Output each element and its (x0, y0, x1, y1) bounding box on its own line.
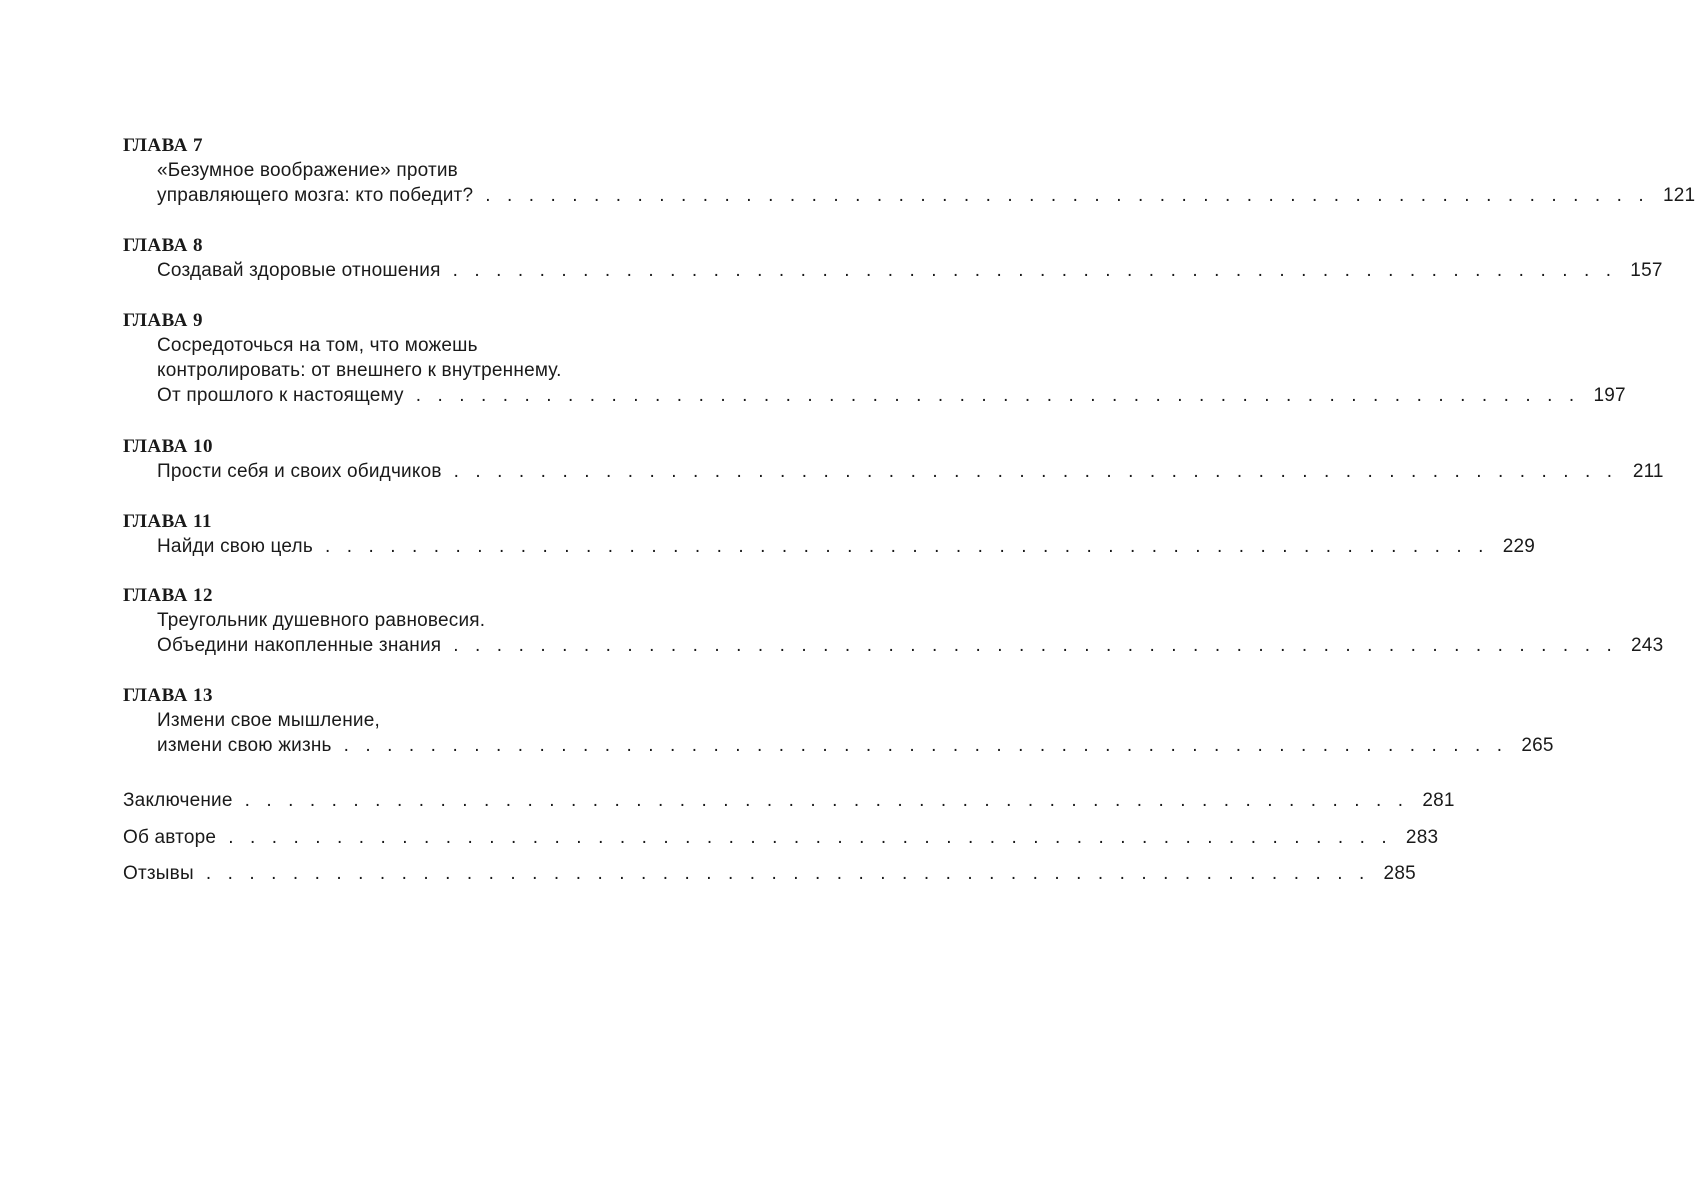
dot-leader: . . . . . . . . . . . . . . . . . . . . . . . . . . . . . . . . . . . . . . . . . . . . . . . . . . . . . . (453, 461, 1618, 482)
page-number: 265 (1521, 735, 1554, 756)
page-number: 211 (1632, 461, 1664, 482)
chapter-label: ГЛАВА 8 (123, 235, 204, 256)
dot-leader: . . . . . . . . . . . . . . . . . . . . . . . . . . . . . . . . . . . . . . . . . . . . . . . . . . . . . . (415, 385, 1580, 406)
chapter-label: ГЛАВА 9 (123, 310, 204, 331)
toc-entry[interactable] (123, 258, 1663, 283)
section-title: Заключение (123, 790, 233, 811)
chapter-title-line: измени свою жизнь (157, 735, 332, 756)
toc-reviews[interactable] (123, 861, 1416, 886)
dot-leader: . . . . . . . . . . . . . . . . . . . . . . . . . . . . . . . . . . . . . . . . . . . . . . . . . . . . . . (205, 863, 1370, 884)
page-number: 243 (1631, 635, 1664, 656)
toc-about-author[interactable] (123, 825, 1439, 850)
toc-chapter-7 (123, 134, 1695, 208)
chapter-title-line: Объедини накопленные знания (157, 635, 442, 656)
chapter-title-line: Найди свою цель (157, 536, 313, 557)
toc-entry[interactable] (123, 733, 1554, 758)
page-number: 197 (1593, 385, 1626, 406)
dot-leader: . . . . . . . . . . . . . . . . . . . . . . . . . . . . . . . . . . . . . . . . . . . . . . . . . . . . . . (485, 185, 1650, 206)
toc-chapter-9 (123, 309, 1626, 408)
chapter-title-line: Треугольник душевного равновесия. (157, 610, 486, 631)
section-title: Отзывы (123, 863, 194, 884)
dot-leader: . . . . . . . . . . . . . . . . . . . . . . . . . . . . . . . . . . . . . . . . . . . . . . . . . . . . . . (453, 635, 1618, 656)
chapter-label: ГЛАВА 10 (123, 436, 214, 457)
dot-leader: . . . . . . . . . . . . . . . . . . . . . . . . . . . . . . . . . . . . . . . . . . . . . . . . . . . . . . (324, 536, 1489, 557)
chapter-title-line: «Безумное воображение» против (157, 160, 458, 181)
page-number: 283 (1405, 827, 1439, 848)
toc-entry[interactable] (123, 183, 1695, 208)
page-number: 285 (1383, 863, 1416, 884)
toc-conclusion[interactable] (123, 788, 1455, 813)
toc-chapter-8 (123, 234, 1663, 283)
chapter-label: ГЛАВА 11 (123, 511, 212, 532)
page-number: 121 (1662, 185, 1695, 206)
toc-chapter-12 (123, 584, 1664, 658)
section-title: Об авторе (123, 827, 217, 848)
dot-leader: . . . . . . . . . . . . . . . . . . . . . . . . . . . . . . . . . . . . . . . . . . . . . . . . . . . . . . (228, 827, 1393, 848)
toc-entry[interactable] (123, 534, 1535, 559)
chapter-title-line: От прошлого к настоящему (157, 385, 404, 406)
chapter-label: ГЛАВА 7 (123, 135, 204, 156)
chapter-title-line: Измени свое мышление, (157, 710, 380, 731)
toc-entry[interactable] (123, 459, 1664, 484)
chapter-title-line: управляющего мозга: кто победит? (157, 185, 474, 206)
toc-chapter-11 (123, 510, 1535, 559)
page-number: 229 (1502, 536, 1535, 557)
chapter-title-line: Сосредоточься на том, что можешь (157, 335, 478, 356)
dot-leader: . . . . . . . . . . . . . . . . . . . . . . . . . . . . . . . . . . . . . . . . . . . . . . . . . . . . . . (343, 735, 1508, 756)
toc-entry[interactable] (123, 633, 1664, 658)
toc-entry[interactable] (123, 383, 1626, 408)
toc-chapter-13 (123, 684, 1554, 758)
chapter-title-line: контролировать: от внешнего к внутреннему. (157, 360, 562, 381)
dot-leader: . . . . . . . . . . . . . . . . . . . . . . . . . . . . . . . . . . . . . . . . . . . . . . . . . . . . . . (452, 260, 1617, 281)
page-number: 281 (1422, 790, 1455, 811)
dot-leader: . . . . . . . . . . . . . . . . . . . . . . . . . . . . . . . . . . . . . . . . . . . . . . . . . . . . . . (244, 790, 1409, 811)
chapter-title-line: Создавай здоровые отношения (157, 260, 441, 281)
chapter-label: ГЛАВА 12 (123, 585, 214, 606)
page-number: 157 (1630, 260, 1663, 281)
chapter-label: ГЛАВА 13 (123, 685, 214, 706)
chapter-title-line: Прости себя и своих обидчиков (157, 461, 442, 482)
toc-chapter-10 (123, 435, 1664, 484)
